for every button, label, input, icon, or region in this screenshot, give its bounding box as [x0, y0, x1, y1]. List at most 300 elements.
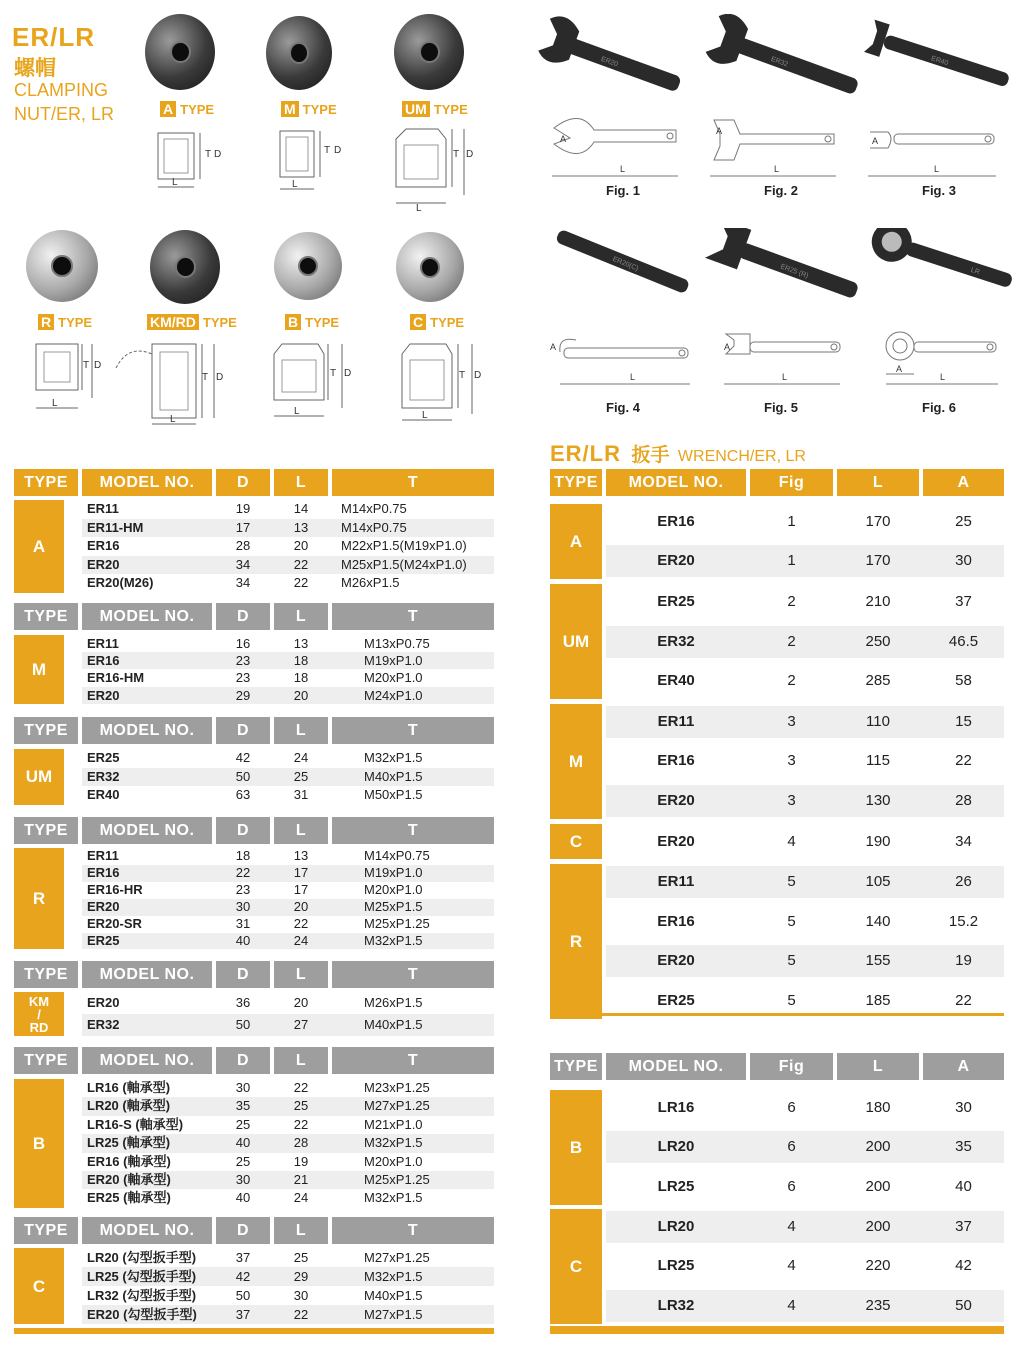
t-cell: M32xP1.5	[364, 1135, 423, 1151]
t-cell: M40xP1.5	[364, 768, 423, 784]
nut-type-word: TYPE	[302, 102, 337, 117]
dim-d-label: D	[334, 145, 342, 156]
nut-type-letter: C	[410, 314, 426, 330]
model-cell: ER16	[87, 538, 120, 554]
d-cell: 40	[235, 1190, 251, 1206]
model-cell: ER16-HR	[87, 881, 143, 897]
dim-t-label: T	[330, 368, 337, 379]
l-cell: 110	[866, 712, 890, 730]
table-row	[606, 1171, 1004, 1203]
model-cell: ER11	[87, 501, 119, 516]
dim-t-label: T	[202, 372, 209, 383]
wrench-title-cn: 扳手	[631, 445, 670, 466]
l-cell: 20	[293, 995, 309, 1010]
d-cell: 34	[235, 575, 251, 591]
t-cell: M14xP0.75	[341, 501, 407, 516]
model-cell: ER11-HM	[87, 519, 144, 535]
model-cell: ER40	[87, 787, 120, 803]
table-row	[82, 687, 494, 704]
l-cell: 21	[293, 1172, 309, 1187]
l-cell: 20	[293, 898, 309, 914]
model-cell: ER20	[657, 832, 695, 850]
model-cell: ER25	[657, 992, 695, 1009]
t-cell: M25xP1.25	[364, 915, 430, 931]
fig-cell: 2	[787, 672, 796, 690]
l-cell: 27	[293, 1017, 309, 1032]
page-title-cn: 螺帽	[14, 57, 56, 80]
nut-type-letter: UM	[402, 101, 430, 117]
column-header-d: D	[216, 961, 270, 988]
type-cell	[14, 992, 64, 1036]
fig-cell: 5	[787, 873, 796, 891]
column-header-l: L	[837, 469, 919, 496]
table-row	[82, 882, 494, 899]
a-cell: 15.2	[948, 912, 979, 930]
wrench-photo-brand: ER25 (R)	[779, 263, 810, 280]
table-row	[606, 1250, 1004, 1282]
model-cell: ER20-SR	[87, 915, 142, 931]
model-cell: LR16-S (軸承型)	[87, 1116, 184, 1132]
l-cell: 22	[293, 575, 309, 591]
model-cell: ER16-HM	[87, 670, 145, 686]
column-header-l: L	[837, 1053, 919, 1080]
table-row	[82, 1189, 494, 1207]
a-cell: 22	[955, 992, 972, 1009]
d-cell: 23	[235, 881, 251, 897]
column-header-t: T	[332, 817, 494, 844]
model-cell: ER20	[87, 556, 120, 572]
type-cell: R	[550, 864, 602, 1018]
fig-cell: 4	[787, 832, 796, 850]
table-row	[82, 635, 494, 652]
table-row	[82, 899, 494, 916]
a-cell: 22	[955, 752, 972, 770]
d-cell: 17	[235, 519, 251, 535]
column-header-type: TYPE	[550, 469, 602, 496]
l-cell: 115	[866, 752, 890, 770]
wrench-spec-tables	[550, 0, 1004, 1346]
l-cell: 235	[865, 1296, 891, 1314]
l-cell: 24	[293, 932, 309, 948]
l-cell: 170	[865, 512, 891, 530]
table-footer-bar	[550, 1326, 1004, 1334]
column-header-l: L	[274, 1217, 328, 1244]
fig-4-label: Fig. 4	[606, 400, 640, 415]
table-row	[82, 1305, 494, 1324]
model-cell: LR25 (軸承型)	[87, 1135, 171, 1151]
table-row	[606, 545, 1004, 577]
fig-cell: 6	[787, 1178, 796, 1195]
t-cell: M32xP1.5	[364, 750, 423, 765]
type-cell: R	[14, 848, 64, 949]
model-cell: ER16	[657, 752, 695, 770]
table-row	[82, 916, 494, 933]
fig-cell: 4	[787, 1217, 796, 1235]
l-cell: 24	[293, 750, 309, 765]
l-cell: 140	[865, 912, 891, 930]
t-cell: M14xP0.75	[341, 519, 407, 535]
wrench-photo-brand: ER20(C)	[611, 255, 640, 273]
table-row	[606, 945, 1004, 977]
column-header-a: A	[923, 469, 1004, 496]
a-cell: 19	[955, 952, 972, 970]
dim-t-label: T	[453, 149, 460, 160]
table-row	[82, 537, 494, 556]
l-cell: 210	[865, 593, 891, 610]
model-cell: ER32	[87, 1017, 120, 1032]
column-header-l: L	[274, 717, 328, 744]
column-header-l: L	[274, 603, 328, 630]
l-cell: 190	[865, 832, 891, 850]
l-cell: 29	[293, 1269, 309, 1284]
a-cell: 25	[955, 512, 972, 530]
table-row	[82, 519, 494, 538]
l-cell: 25	[293, 1098, 309, 1114]
column-header-model: MODEL NO.	[606, 1053, 746, 1080]
wrench-title: ER/LR	[550, 441, 621, 466]
t-cell: M25xP1.5	[364, 898, 423, 914]
model-cell: LR32	[657, 1296, 695, 1314]
l-cell: 31	[293, 787, 309, 803]
l-cell: 200	[865, 1217, 891, 1235]
t-cell: M19xP1.0	[364, 864, 423, 880]
nut-table-header	[14, 961, 494, 988]
type-cell: B	[550, 1090, 602, 1205]
t-cell: M32xP1.5	[364, 1190, 423, 1206]
nut-table-header	[14, 469, 494, 496]
model-cell: ER20	[87, 687, 120, 703]
fig-cell: 5	[787, 912, 796, 930]
l-cell: 22	[293, 556, 309, 572]
table-row	[82, 768, 494, 787]
fig-cell: 6	[787, 1138, 796, 1156]
l-cell: 105	[865, 873, 891, 891]
dim-l-label: L	[630, 372, 636, 382]
nut-type-word: TYPE	[430, 315, 465, 330]
fig-cell: 1	[787, 512, 796, 530]
l-cell: 18	[293, 670, 309, 686]
model-cell: ER11	[657, 873, 695, 891]
table-row	[82, 1097, 494, 1115]
nut-type-word: TYPE	[180, 102, 215, 117]
column-header-t: T	[332, 469, 494, 496]
column-header-d: D	[216, 469, 270, 496]
t-cell: M23xP1.25	[364, 1080, 430, 1095]
t-cell: M40xP1.5	[364, 1017, 423, 1032]
dim-d-label: D	[466, 149, 474, 160]
model-cell: ER32	[657, 632, 695, 650]
dim-d-label: D	[216, 372, 224, 383]
table-row	[606, 626, 1004, 658]
table-row	[606, 906, 1004, 938]
a-cell: 37	[955, 1217, 972, 1235]
d-cell: 23	[235, 653, 251, 669]
model-cell: ER16 (軸承型)	[87, 1153, 171, 1169]
table-row	[606, 1092, 1004, 1124]
l-cell: 22	[293, 915, 309, 931]
type-cell: C	[14, 1248, 64, 1324]
fig-3-label: Fig. 3	[922, 183, 956, 198]
model-cell: LR16 (軸承型)	[87, 1080, 171, 1095]
wrench-photo-brand: ER20	[599, 55, 619, 69]
dim-d-label: D	[344, 368, 352, 379]
d-cell: 30	[235, 1080, 251, 1095]
d-cell: 22	[235, 864, 251, 880]
t-cell: M24xP1.0	[364, 687, 423, 703]
column-header-d: D	[216, 603, 270, 630]
model-cell: ER20	[87, 898, 120, 914]
column-header-fig: Fig	[750, 469, 833, 496]
model-cell: ER32	[87, 768, 120, 784]
column-header-type: TYPE	[14, 961, 78, 988]
d-cell: 50	[235, 768, 251, 784]
model-cell: LR20 (勾型扳手型)	[87, 1250, 197, 1265]
column-header-model: MODEL NO.	[82, 717, 212, 744]
d-cell: 30	[235, 1172, 251, 1187]
d-cell: 18	[235, 848, 251, 863]
d-cell: 28	[235, 538, 251, 554]
table-row	[606, 1211, 1004, 1243]
column-header-model: MODEL NO.	[82, 469, 212, 496]
fig-cell: 2	[787, 632, 796, 650]
a-cell: 30	[955, 1098, 972, 1116]
fig-cell: 1	[787, 552, 796, 570]
dim-a-label: A	[550, 342, 557, 352]
type-cell-part: RD	[29, 1019, 49, 1035]
table-row	[82, 500, 494, 519]
model-cell: ER40	[657, 672, 695, 690]
t-cell: M25xP1.5(M24xP1.0)	[341, 556, 467, 572]
a-cell: 26	[955, 873, 972, 891]
l-cell: 14	[293, 501, 309, 516]
table-row	[606, 866, 1004, 898]
t-cell: M27xP1.5	[364, 1307, 423, 1322]
column-header-model: MODEL NO.	[606, 469, 746, 496]
column-header-t: T	[332, 1047, 494, 1074]
l-cell: 155	[865, 952, 891, 970]
type-cell: UM	[550, 584, 602, 699]
t-cell: M13xP0.75	[364, 636, 430, 651]
table-row	[82, 1079, 494, 1097]
d-cell: 36	[235, 995, 251, 1010]
column-header-model: MODEL NO.	[82, 1217, 212, 1244]
table-row	[606, 665, 1004, 697]
t-cell: M25xP1.25	[364, 1172, 430, 1187]
t-cell: M27xP1.25	[364, 1098, 430, 1114]
l-cell: 185	[865, 992, 891, 1009]
nut-type-letter: B	[285, 314, 301, 330]
d-cell: 42	[235, 750, 251, 765]
dim-l-label: L	[52, 398, 58, 409]
table-row	[82, 1267, 494, 1286]
d-cell: 30	[235, 898, 251, 914]
fig-2-label: Fig. 2	[764, 183, 798, 198]
dim-t-label: T	[83, 360, 90, 371]
l-cell: 17	[293, 881, 309, 897]
a-cell: 28	[955, 792, 972, 809]
dim-l-label: L	[292, 179, 298, 190]
model-cell: ER20	[87, 995, 120, 1010]
table-row	[82, 865, 494, 882]
nut-type-letter: M	[281, 101, 299, 117]
table-row	[82, 992, 494, 1014]
d-cell: 37	[235, 1250, 251, 1265]
a-cell: 35	[955, 1138, 972, 1156]
fig-cell: 5	[787, 992, 796, 1009]
column-header-type: TYPE	[14, 1217, 78, 1244]
fig-5-label: Fig. 5	[764, 400, 798, 415]
nut-type-letter: R	[38, 314, 54, 330]
table-row	[606, 826, 1004, 858]
wrench-photo-brand: ER32	[769, 55, 789, 69]
t-cell: M40xP1.5	[364, 1288, 423, 1303]
dim-d-label: D	[214, 149, 222, 160]
fig-cell: 3	[787, 792, 796, 809]
nut-type-word: TYPE	[58, 315, 93, 330]
table-row	[606, 785, 1004, 817]
dim-l-label: L	[422, 410, 428, 421]
table-row	[82, 1171, 494, 1189]
a-cell: 34	[955, 832, 972, 850]
column-header-type: TYPE	[14, 1047, 78, 1074]
nut-table-header	[14, 603, 494, 630]
table-row	[606, 586, 1004, 618]
column-header-model: MODEL NO.	[82, 603, 212, 630]
wrench-table-header	[550, 1053, 1004, 1080]
nut-spec-tables	[14, 0, 494, 1346]
table-row	[82, 1116, 494, 1134]
fig-cell: 2	[787, 593, 796, 610]
column-header-type: TYPE	[14, 817, 78, 844]
column-header-a: A	[923, 1053, 1004, 1080]
table-row	[82, 1248, 494, 1267]
l-cell: 170	[865, 552, 891, 570]
dim-a-label: A	[560, 134, 567, 144]
d-cell: 35	[235, 1098, 251, 1114]
l-cell: 20	[293, 687, 309, 703]
model-cell: ER25	[657, 593, 695, 610]
l-cell: 220	[865, 1257, 891, 1275]
fig-cell: 6	[787, 1098, 796, 1116]
fig-cell: 4	[787, 1296, 796, 1314]
model-cell: ER16	[87, 653, 120, 669]
d-cell: 50	[235, 1288, 251, 1303]
l-cell: 200	[865, 1178, 891, 1195]
column-header-t: T	[332, 717, 494, 744]
column-header-t: T	[332, 961, 494, 988]
table-row	[82, 556, 494, 575]
column-header-l: L	[274, 469, 328, 496]
l-cell: 22	[293, 1116, 309, 1132]
column-header-type: TYPE	[14, 717, 78, 744]
model-cell: LR25 (勾型扳手型)	[87, 1269, 197, 1284]
d-cell: 25	[235, 1116, 251, 1132]
type-cell: B	[14, 1079, 64, 1208]
fig-6-label: Fig. 6	[922, 400, 956, 415]
l-cell: 25	[293, 1250, 309, 1265]
model-cell: ER25	[87, 750, 120, 765]
l-cell: 18	[293, 653, 309, 669]
page-title: ER/LR	[12, 22, 95, 52]
a-cell: 46.5	[948, 632, 979, 650]
t-cell: M26xP1.5	[341, 575, 400, 591]
table-row	[82, 1134, 494, 1152]
t-cell: M19xP1.0	[364, 653, 423, 669]
table-row	[82, 1286, 494, 1305]
model-cell: ER11	[87, 848, 119, 863]
a-cell: 37	[955, 593, 972, 610]
a-cell: 15	[955, 712, 972, 730]
table-row	[82, 574, 494, 593]
dim-l-label: L	[774, 164, 780, 174]
d-cell: 42	[235, 1269, 251, 1284]
column-header-model: MODEL NO.	[82, 817, 212, 844]
model-cell: ER20	[657, 952, 695, 970]
column-header-l: L	[274, 817, 328, 844]
model-cell: ER16	[87, 864, 120, 880]
nut-type-letter: A	[160, 101, 176, 117]
dim-t-label: T	[459, 370, 466, 381]
type-cell: M	[14, 635, 64, 704]
table-footer-bar	[550, 1013, 1004, 1016]
table-row	[82, 786, 494, 805]
column-header-type: TYPE	[550, 1053, 602, 1080]
d-cell: 19	[235, 501, 251, 516]
model-cell: ER11	[657, 712, 695, 730]
column-header-type: TYPE	[14, 603, 78, 630]
d-cell: 31	[235, 915, 251, 931]
column-header-d: D	[216, 1047, 270, 1074]
d-cell: 16	[235, 636, 251, 651]
column-header-fig: Fig	[750, 1053, 833, 1080]
l-cell: 28	[293, 1135, 309, 1151]
column-header-type: TYPE	[14, 469, 78, 496]
type-cell: C	[550, 824, 602, 860]
d-cell: 34	[235, 556, 251, 572]
type-cell: UM	[14, 749, 64, 805]
fig-cell: 3	[787, 712, 796, 730]
l-cell: 130	[865, 792, 891, 809]
t-cell: M26xP1.5	[364, 995, 423, 1010]
table-row	[606, 706, 1004, 738]
dim-t-label: T	[324, 145, 331, 156]
t-cell: M20xP1.0	[364, 881, 423, 897]
model-cell: LR20	[657, 1217, 695, 1235]
type-cell-part: /	[37, 1006, 41, 1022]
model-cell: LR25	[657, 1257, 695, 1275]
t-cell: M50xP1.5	[364, 787, 423, 803]
table-row	[606, 506, 1004, 538]
d-cell: 40	[235, 932, 251, 948]
column-header-d: D	[216, 1217, 270, 1244]
wrench-table-header	[550, 469, 1004, 496]
dim-a-label: A	[716, 126, 723, 136]
table-row	[606, 1131, 1004, 1163]
model-cell: ER25 (軸承型)	[87, 1190, 171, 1206]
nut-table-header	[14, 1217, 494, 1244]
model-cell: ER11	[87, 636, 119, 651]
dim-t-label: T	[205, 149, 212, 160]
model-cell: ER16	[657, 512, 695, 530]
d-cell: 29	[235, 687, 251, 703]
page-subtitle-1: CLAMPING	[14, 80, 109, 100]
l-cell: 285	[865, 672, 891, 690]
l-cell: 200	[865, 1138, 891, 1156]
table-row	[82, 1014, 494, 1036]
model-cell: LR32 (勾型扳手型)	[87, 1288, 197, 1303]
l-cell: 22	[293, 1307, 309, 1322]
a-cell: 30	[955, 552, 972, 570]
